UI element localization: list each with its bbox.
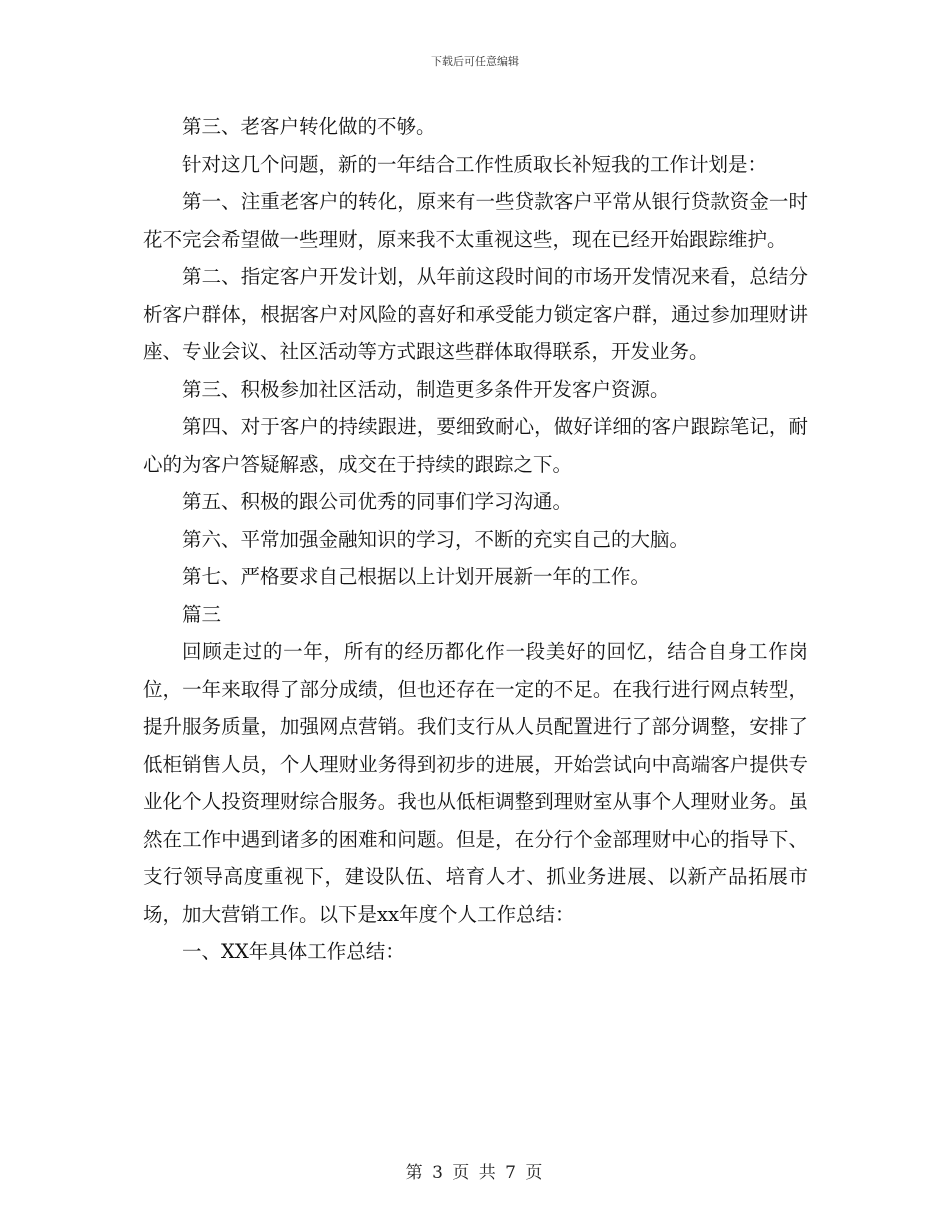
paragraph-2: 针对这几个问题，新的一年结合工作性质取长补短我的工作计划是： <box>182 152 768 176</box>
page-number-footer: 第 3 页 共 7 页 <box>405 1163 545 1183</box>
paragraph-6: 第四、对于客户的持续跟进，要细致耐心，做好详细的客户跟踪笔记，耐心的为客户答疑解惑，成交在于持续的跟踪之下。 <box>143 415 808 476</box>
paragraph-1: 第三、老客户转化做的不够。 <box>182 115 436 138</box>
paragraph-12: 一、XX年具体工作总结： <box>182 940 405 963</box>
paragraph-4: 第二、指定客户开发计划，从年前这段时间的市场开发情况来看，总结分析客户群体，根据客户对风险的喜好和承受能力锁定客户群，通过参加理财讲座、专业会议、社区活动等方式跟这些群体取得联系，开发业务。 <box>143 265 808 363</box>
page-header-note: 下载后可任意编辑 <box>431 55 519 68</box>
paragraph-8: 第六、平常加强金融知识的学习，不断的充实自己的大脑。 <box>182 527 690 551</box>
document-body <box>143 108 808 971</box>
paragraph-7: 第五、积极的跟公司优秀的同事们学习沟通。 <box>182 490 573 513</box>
paragraph-11: 回顾走过的一年，所有的经历都化作一段美好的回忆，结合自身工作岗位，一年来取得了部分成绩，但也还存在一定的不足。在我行进行网点转型，提升服务质量，加强网点营销。我们支行从人员配置进行了部分调整，安排了低柜销售人员，个人理财业务得到初步的进展，开始尝试向中高端客户提供专业化个人投资理财综合服务。我也从低柜调整到理财室从事个人理财业务。虽然在工作中遇到诸多的困难和问题。但是，在分行个金部理财中心的指导下、支行领导高度重视下，建设队伍、培育人才、抓业务进展、以新产品拓展市场，加大营销工作。以下是xx年度个人工作总结： <box>143 640 808 926</box>
paragraph-3: 第一、注重老客户的转化，原来有一些贷款客户平常从银行贷款资金一时花不完会希望做一些理财，原来我不太重视这些，现在已经开始跟踪维护。 <box>143 190 808 251</box>
paragraph-9: 第七、严格要求自己根据以上计划开展新一年的工作。 <box>182 565 651 588</box>
paragraph-5: 第三、积极参加社区活动，制造更多条件开发客户资源。 <box>182 377 670 401</box>
section-heading: 篇三 <box>182 602 222 626</box>
